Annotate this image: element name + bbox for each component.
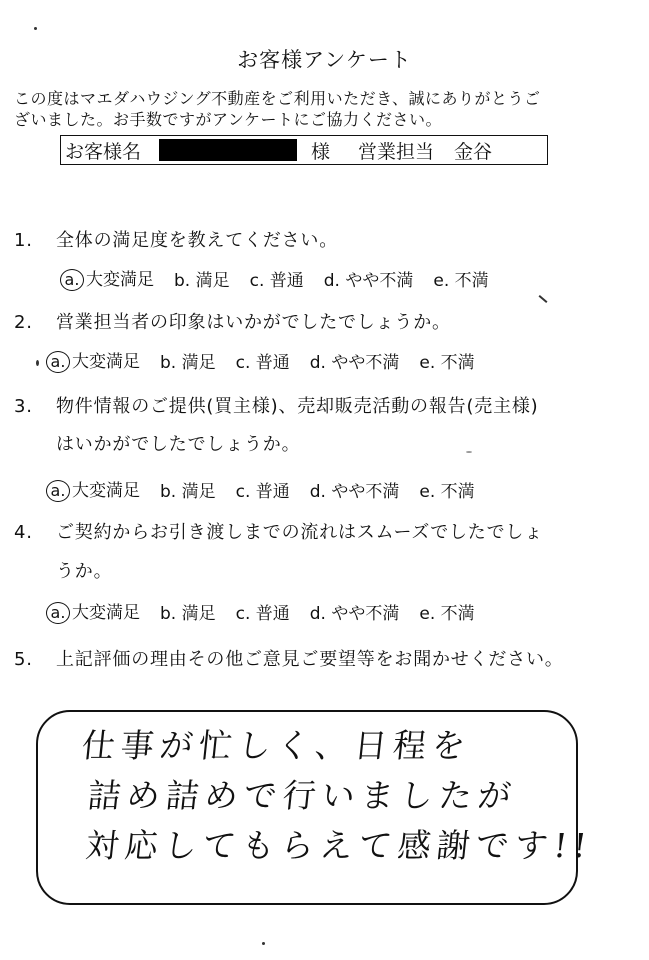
option-a-label: 大変満足 xyxy=(72,603,140,623)
scan-mark xyxy=(539,295,548,303)
selection-circle: a. xyxy=(46,602,70,624)
option-a-selected xyxy=(46,598,140,624)
survey-title: お客様アンケート xyxy=(237,48,412,72)
customer-name-box xyxy=(60,135,548,165)
scan-speck xyxy=(262,942,265,945)
answer-row-4 xyxy=(46,598,475,624)
question-3 xyxy=(14,392,539,418)
option-a-label: 大変満足 xyxy=(72,352,140,372)
option-c: c. 普通 xyxy=(249,270,304,291)
option-a-label: 大変満足 xyxy=(86,270,154,290)
option-d: d. やや不満 xyxy=(323,270,414,291)
handwritten-comment-line-3: 対応してもらえて感謝です!! xyxy=(83,826,595,865)
answer-row-1 xyxy=(60,265,489,291)
honorific-suffix: 様 xyxy=(311,140,331,163)
option-d: d. やや不満 xyxy=(309,603,400,624)
handwritten-comment-line-1: 仕事が忙しく、日程を xyxy=(79,726,474,765)
selection-circle: a. xyxy=(60,269,84,291)
question-1 xyxy=(14,226,338,252)
sales-rep-name: 金谷 xyxy=(454,140,493,163)
option-e: e. 不満 xyxy=(419,603,475,624)
option-a-selected xyxy=(46,476,140,502)
scan-speck xyxy=(34,27,37,30)
option-e: e. 不満 xyxy=(419,481,475,502)
question-4-continuation: うか。 xyxy=(56,561,113,582)
answer-row-3 xyxy=(46,476,475,502)
question-number: 3. xyxy=(14,396,33,417)
question-text: 営業担当者の印象はいかがでしたでしょうか。 xyxy=(56,312,451,333)
question-3-continuation: はいかがでしたでしょうか。 xyxy=(56,434,301,455)
intro-line-2: ざいました。お手数ですがアンケートにご協力ください。 xyxy=(14,110,443,129)
intro-line-1: この度はマエダハウジング不動産をご利用いただき、誠にありがとうご xyxy=(14,89,541,108)
handwritten-comment-line-2: 詰め詰めで行いましたが xyxy=(85,776,519,815)
question-text: 上記評価の理由その他ご意見ご要望等をお聞かせください。 xyxy=(56,649,564,670)
option-e: e. 不満 xyxy=(419,352,475,373)
option-a-selected xyxy=(46,347,140,373)
sales-rep-label: 営業担当 xyxy=(358,140,435,163)
option-b: b. 満足 xyxy=(160,352,216,373)
answer-row-2 xyxy=(46,347,475,373)
option-d: d. やや不満 xyxy=(309,481,400,502)
option-d: d. やや不満 xyxy=(309,352,400,373)
question-text: 全体の満足度を教えてください。 xyxy=(56,230,338,251)
question-text: 物件情報のご提供(買主様)、売却販売活動の報告(売主様) xyxy=(56,396,539,417)
question-number: 4. xyxy=(14,522,33,543)
option-a-label: 大変満足 xyxy=(72,481,140,501)
question-text: ご契約からお引き渡しまでの流れはスムーズでしたでしょ xyxy=(56,522,543,543)
option-c: c. 普通 xyxy=(235,603,290,624)
option-b: b. 満足 xyxy=(174,270,230,291)
scan-speck xyxy=(466,451,472,453)
question-5 xyxy=(14,645,564,671)
question-number: 2. xyxy=(14,312,33,333)
option-c: c. 普通 xyxy=(235,352,290,373)
selection-circle: a. xyxy=(46,351,70,373)
option-a-selected xyxy=(60,265,154,291)
customer-name-label: お客様名 xyxy=(65,140,142,163)
option-b: b. 満足 xyxy=(160,481,216,502)
question-2 xyxy=(14,308,451,334)
option-b: b. 満足 xyxy=(160,603,216,624)
question-number: 1. xyxy=(14,230,33,251)
option-c: c. 普通 xyxy=(235,481,290,502)
option-e: e. 不満 xyxy=(433,270,489,291)
selection-circle: a. xyxy=(46,480,70,502)
question-4 xyxy=(14,518,543,544)
redacted-customer-name xyxy=(159,139,297,161)
question-number: 5. xyxy=(14,649,33,670)
scan-speck xyxy=(36,360,39,366)
